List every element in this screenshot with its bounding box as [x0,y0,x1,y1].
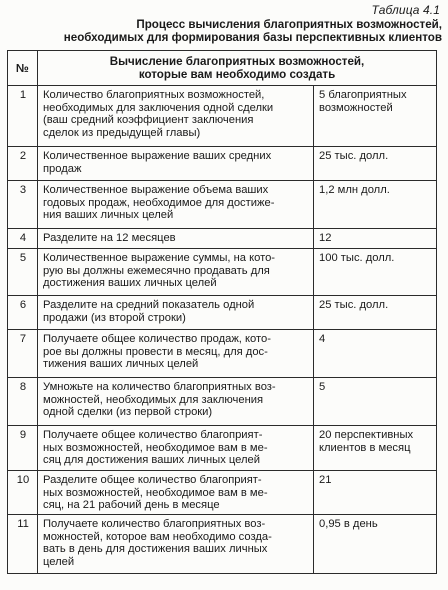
table-row [8,147,437,181]
description-line: рую вы должны ежемесячно продавать для [43,264,270,277]
description-line: рое вы должны провести в месяц, для дос- [43,345,268,358]
table-row [8,296,437,330]
calculation-table [7,50,437,574]
row-number: 1 [8,86,38,147]
result-line: 5 [319,381,326,393]
row-description [38,471,314,515]
row-description [38,249,314,296]
table-row [8,426,437,471]
result-line: 21 [319,474,332,486]
caption-line: необходимых для формирования базы перспективных клиентов [63,31,442,44]
row-result [314,378,437,426]
header-line: Вычисление благоприятных возможностей, [109,55,365,68]
description-line: Количественное выражение суммы, на кото- [43,252,276,264]
description-line: Получаете общее количество благоприят- [43,429,263,441]
result-line: 1,2 млн долл. [319,184,390,196]
row-number: 10 [8,471,38,515]
row-result [314,471,437,515]
description-line: продаж [43,162,82,175]
description-line: ных возможностей, необходимое вам в ме- [43,441,268,454]
table-row [8,249,437,296]
row-number: 11 [8,515,38,574]
table-caption [2,18,442,44]
row-result [314,296,437,330]
row-description [38,515,314,574]
result-line: клиентов в месяц [319,441,411,454]
row-result [314,249,437,296]
row-description [38,86,314,147]
row-result [314,330,437,378]
header-line: которые вам необходимо создать [138,68,336,81]
table-header-row [8,51,437,86]
table-row [8,181,437,229]
row-number: 5 [8,249,38,296]
row-result [314,181,437,229]
description-line: Количество благоприятных возможностей, [43,89,265,101]
description-line: ных возможностей, необходимое вам в ме- [43,486,268,499]
row-description [38,378,314,426]
result-line: 5 благоприятных [319,89,407,101]
row-result [314,147,437,181]
description-line: продажи (из второй строки) [43,311,186,324]
row-number: 3 [8,181,38,229]
row-description [38,229,314,249]
row-description [38,181,314,229]
row-number: 9 [8,426,38,471]
table-row [8,471,437,515]
row-number: 4 [8,229,38,249]
description-line: необходимых для заключения одной сделки [43,101,274,114]
row-result [314,426,437,471]
result-line: 20 перспективных [319,429,414,441]
table-row [8,378,437,426]
table-row [8,229,437,249]
description-line: Количественное выражение объема ваших [43,184,269,196]
result-line: 25 тыс. долл. [319,150,389,162]
row-number: 8 [8,378,38,426]
row-result [314,86,437,147]
row-description [38,147,314,181]
table-number: Таблица 4.1 [371,3,440,17]
description-line: Получаете общее количество продаж, кото- [43,333,271,345]
description-line: целей [43,555,75,568]
description-line: Получаете количество благоприятных воз- [43,518,266,530]
table-row [8,515,437,574]
description-line: Разделите на 12 месяцев [43,232,176,244]
description-line: вать в день для достижения ваших личных [43,543,268,556]
description-line: сяц, на 21 рабочий день в месяце [43,499,220,512]
description-line: тижения ваших личных целей [43,358,199,371]
row-result [314,515,437,574]
description-line: достижения ваших личных целей [43,277,217,290]
result-line: возможностей [319,101,393,114]
row-description [38,330,314,378]
result-line: 4 [319,333,326,345]
table-row [8,86,437,147]
description-line: сяц для достижения ваших личных целей [43,454,261,467]
table-row [8,330,437,378]
description-line: (ваш средний коэффициент заключения [43,114,254,127]
description-line: годовых продаж, необходимое для достиже- [43,196,275,209]
header-num: № [8,51,38,86]
row-number: 6 [8,296,38,330]
result-line: 0,95 в день [319,518,378,530]
row-number: 7 [8,330,38,378]
description-line: Разделите на средний показатель одной [43,299,255,311]
caption-line: Процесс вычисления благоприятных возможностей, [136,18,442,31]
description-line: ния ваших личных целей [43,209,174,222]
row-description [38,426,314,471]
description-line: Умножьте на количество благоприятных воз- [43,381,276,393]
row-result [314,229,437,249]
result-line: 100 тыс. долл. [319,252,395,264]
result-line: 12 [319,232,332,244]
description-line: Количественное выражение ваших средних [43,150,272,162]
description-line: одной сделки (из первой строки) [43,406,213,419]
result-line: 25 тыс. долл. [319,299,389,311]
header-action [38,51,437,86]
description-line: сделок из предыдущей главы) [43,126,201,139]
description-line: Разделите общее количество благоприят- [43,474,262,486]
row-number: 2 [8,147,38,181]
description-line: можностей, которое вам необходимо созда- [43,530,272,543]
description-line: можностей, необходимых для заключения [43,393,264,406]
row-description [38,296,314,330]
